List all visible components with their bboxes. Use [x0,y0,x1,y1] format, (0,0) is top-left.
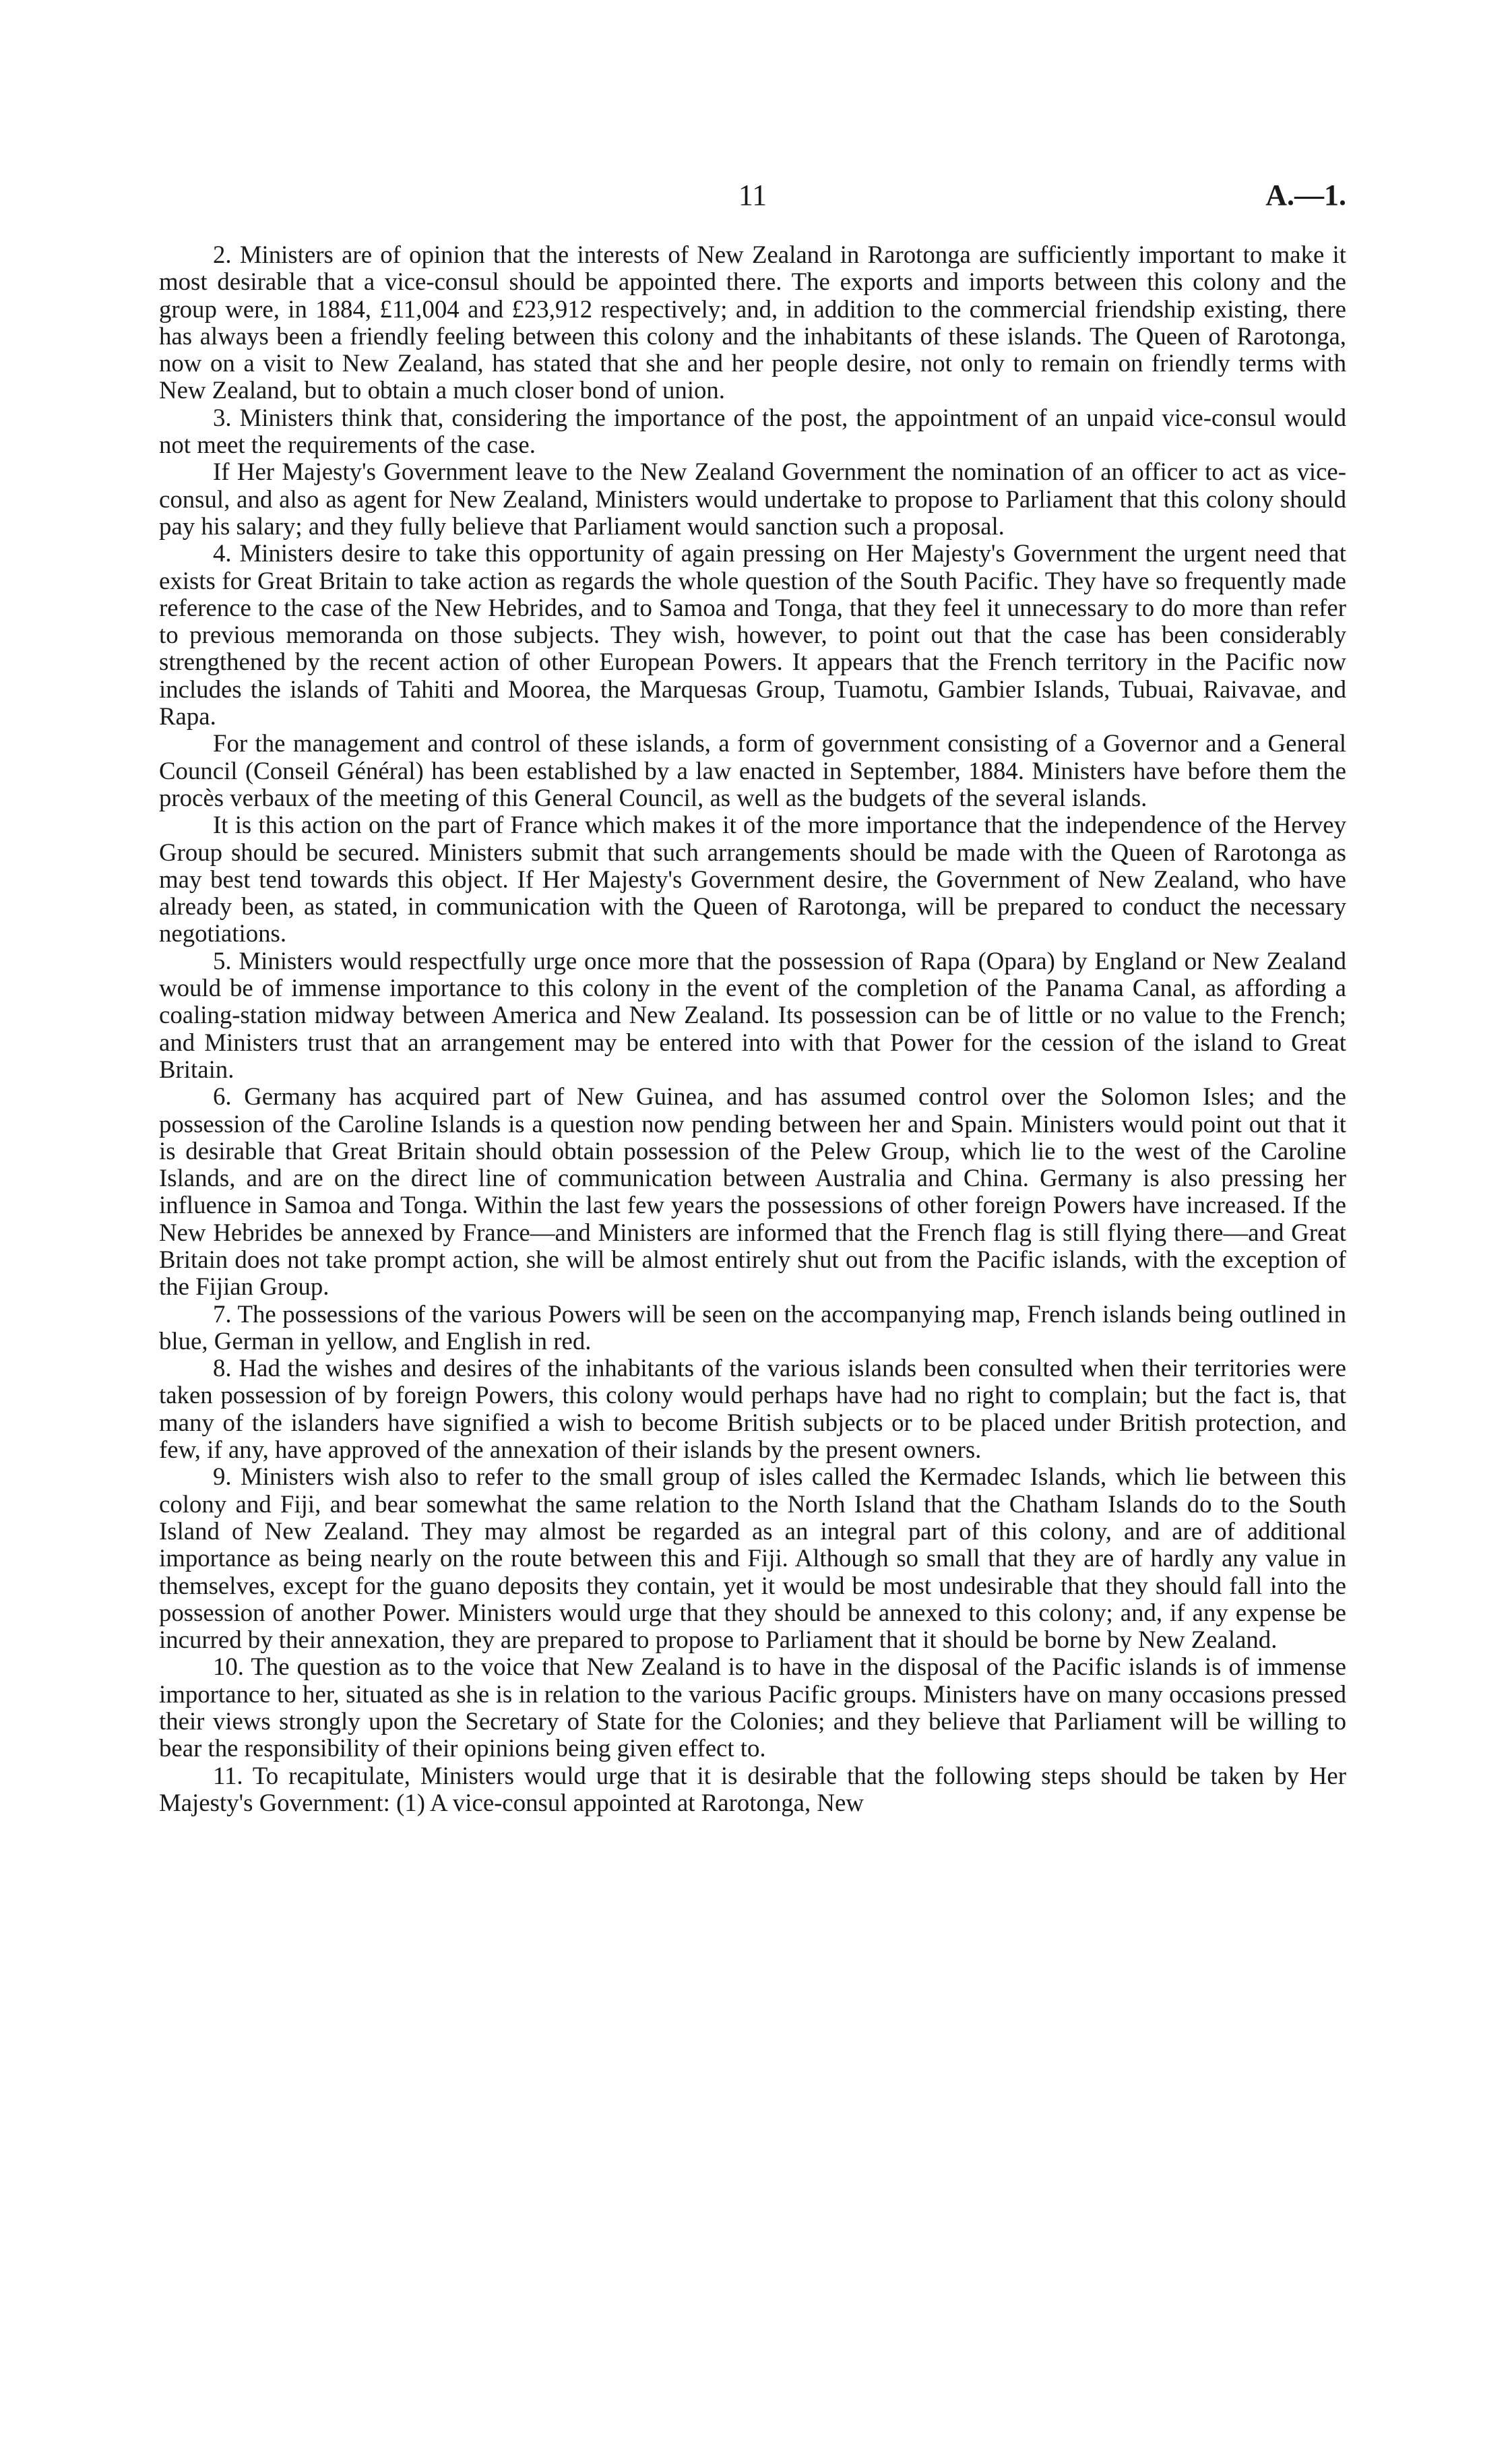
paragraph-4-south-pacific: 4. Ministers desire to take this opportunity of again pressing on Her Majesty's Government the urgent need that exists for Great Britain to take action as regards the whole question of the South Pacific. They have so frequently made reference to the case of the New Hebrides, and to Samoa and Tonga, that they feel it unnecessary to do more than refer to previous memoranda on those subjects. They wish, however, to point out that the case has been considerably strengthened by the recent action of other European Powers. It appears that the French territory in the Pacific now includes the islands of Tahiti and Moorea, the Marquesas Group, Tuamotu, Gambier Islands, Tubuai, Raivavae, and Rapa. [159,539,1346,731]
paragraph-nomination-of-officer: If Her Majesty's Government leave to the New Zealand Government the nomination of an officer to act as vice-consul, and also as agent for New Zealand, Ministers would undertake to propose to Parliament that this colony should pay his salary; and they fully believe that Parliament would sanction such a proposal. [159,458,1346,540]
paragraph-10-voice-of-new-zealand: 10. The question as to the voice that New Zealand is to have in the disposal of the Pacific islands is of immense importance to her, situated as she is in relation to the various Pacific groups. Ministers have on many occasions pressed their views strongly upon the Secretary of State for the Colonies; and they believe that Parliament will be willing to bear the responsibility of their opinions being given effect to. [159,1653,1346,1762]
document-body [159,241,1346,1816]
paragraph-11-recapitulation: 11. To recapitulate, Ministers would urge that it is desirable that the following steps should be taken by Her Majesty's Government: (1) A vice-consul appointed at Rarotonga, New [159,1761,1346,1816]
paragraph-7-map: 7. The possessions of the various Powers will be seen on the accompanying map, French islands being outlined in blue, German in yellow, and English in red. [159,1299,1346,1355]
paragraph-french-government: For the management and control of these islands, a form of government consisting of a Governor and a General Council (Conseil Général) has been established by a law enacted in September, 1884. Ministers have before them the procès verbaux of the meeting of this General Council, as well as the budgets of the several islands. [159,729,1346,811]
page-header [159,177,1346,224]
paragraph-2-rarotonga-vice-consul: 2. Ministers are of opinion that the interests of New Zealand in Rarotonga are sufficiently important to make it most desirable that a vice-consul should be appointed there. The exports and imports between this colony and the group were, in 1884, £11,004 and £23,912 respectively; and, in addition to the commercial friendship existing, there has always been a friendly feeling between this colony and the inhabitants of these islands. The Queen of Rarotonga, now on a visit to New Zealand, has stated that she and her people desire, not only to remain on friendly terms with New Zealand, but to obtain a much closer bond of union. [159,241,1346,404]
paragraph-hervey-group: It is this action on the part of France which makes it of the more importance that the independence of the Hervey Group should be secured. Ministers submit that such arrangements should be made with the Queen of Rarotonga as may best tend towards this object. If Her Majesty's Government desire, the Government of New Zealand, who have already been, as stated, in communication with the Queen of Rarotonga, will be prepared to conduct the necessary negotiations. [159,811,1346,948]
document-reference: A.—1. [1265,179,1346,212]
paragraph-8-wishes-of-inhabitants: 8. Had the wishes and desires of the inhabitants of the various islands been consulted when their territories were taken possession of by foreign Powers, this colony would perhaps have had no right to complain; but the fact is, that many of the islanders have signified a wish to become British subjects or to be placed under British protection, and few, if any, have approved of the annexation of their islands by the present owners. [159,1354,1346,1464]
paragraph-9-kermadec-islands: 9. Ministers wish also to refer to the small group of isles called the Kermadec Islands, which lie between this colony and Fiji, and bear somewhat the same relation to the North Island that the Chatham Islands do to the South Island of New Zealand. They may almost be regarded as an integral part of this colony, and are of additional importance as being nearly on the route between this and Fiji. Although so small that they are of hardly any value in themselves, except for the guano deposits they contain, yet it would be most undesirable that they should fall into the possession of another Power. Ministers would urge that they should be annexed to this colony; and, if any expense be incurred by their annexation, they are prepared to propose to Parliament that it should be borne by New Zealand. [159,1463,1346,1654]
page-number: 11 [738,179,767,212]
paragraph-6-germany: 6. Germany has acquired part of New Guinea, and has assumed control over the Solomon Isles; and the possession of the Caroline Islands is a question now pending between her and Spain. Ministers would point out that it is desirable that Great Britain should obtain possession of the Pelew Group, which lie to the west of the Caroline Islands, and are on the direct line of communication between Australia and China. Germany is also pressing her influence in Samoa and Tonga. Within the last few years the possessions of other foreign Powers have increased. If the New Hebrides be annexed by France—and Ministers are informed that the French flag is still flying there—and Great Britain does not take prompt action, she will be almost entirely shut out from the Pacific islands, with the exception of the Fijian Group. [159,1082,1346,1301]
paragraph-5-rapa: 5. Ministers would respectfully urge once more that the possession of Rapa (Opara) by England or New Zealand would be of immense importance to this colony in the event of the completion of the Panama Canal, as affording a coaling-station midway between America and New Zealand. Its possession can be of little or no value to the French; and Ministers trust that an arrangement may be entered into with that Power for the cession of the island to Great Britain. [159,946,1346,1083]
paragraph-3-unpaid-vice-consul: 3. Ministers think that, considering the importance of the post, the appointment of an unpaid vice-consul would not meet the requirements of the case. [159,403,1346,459]
